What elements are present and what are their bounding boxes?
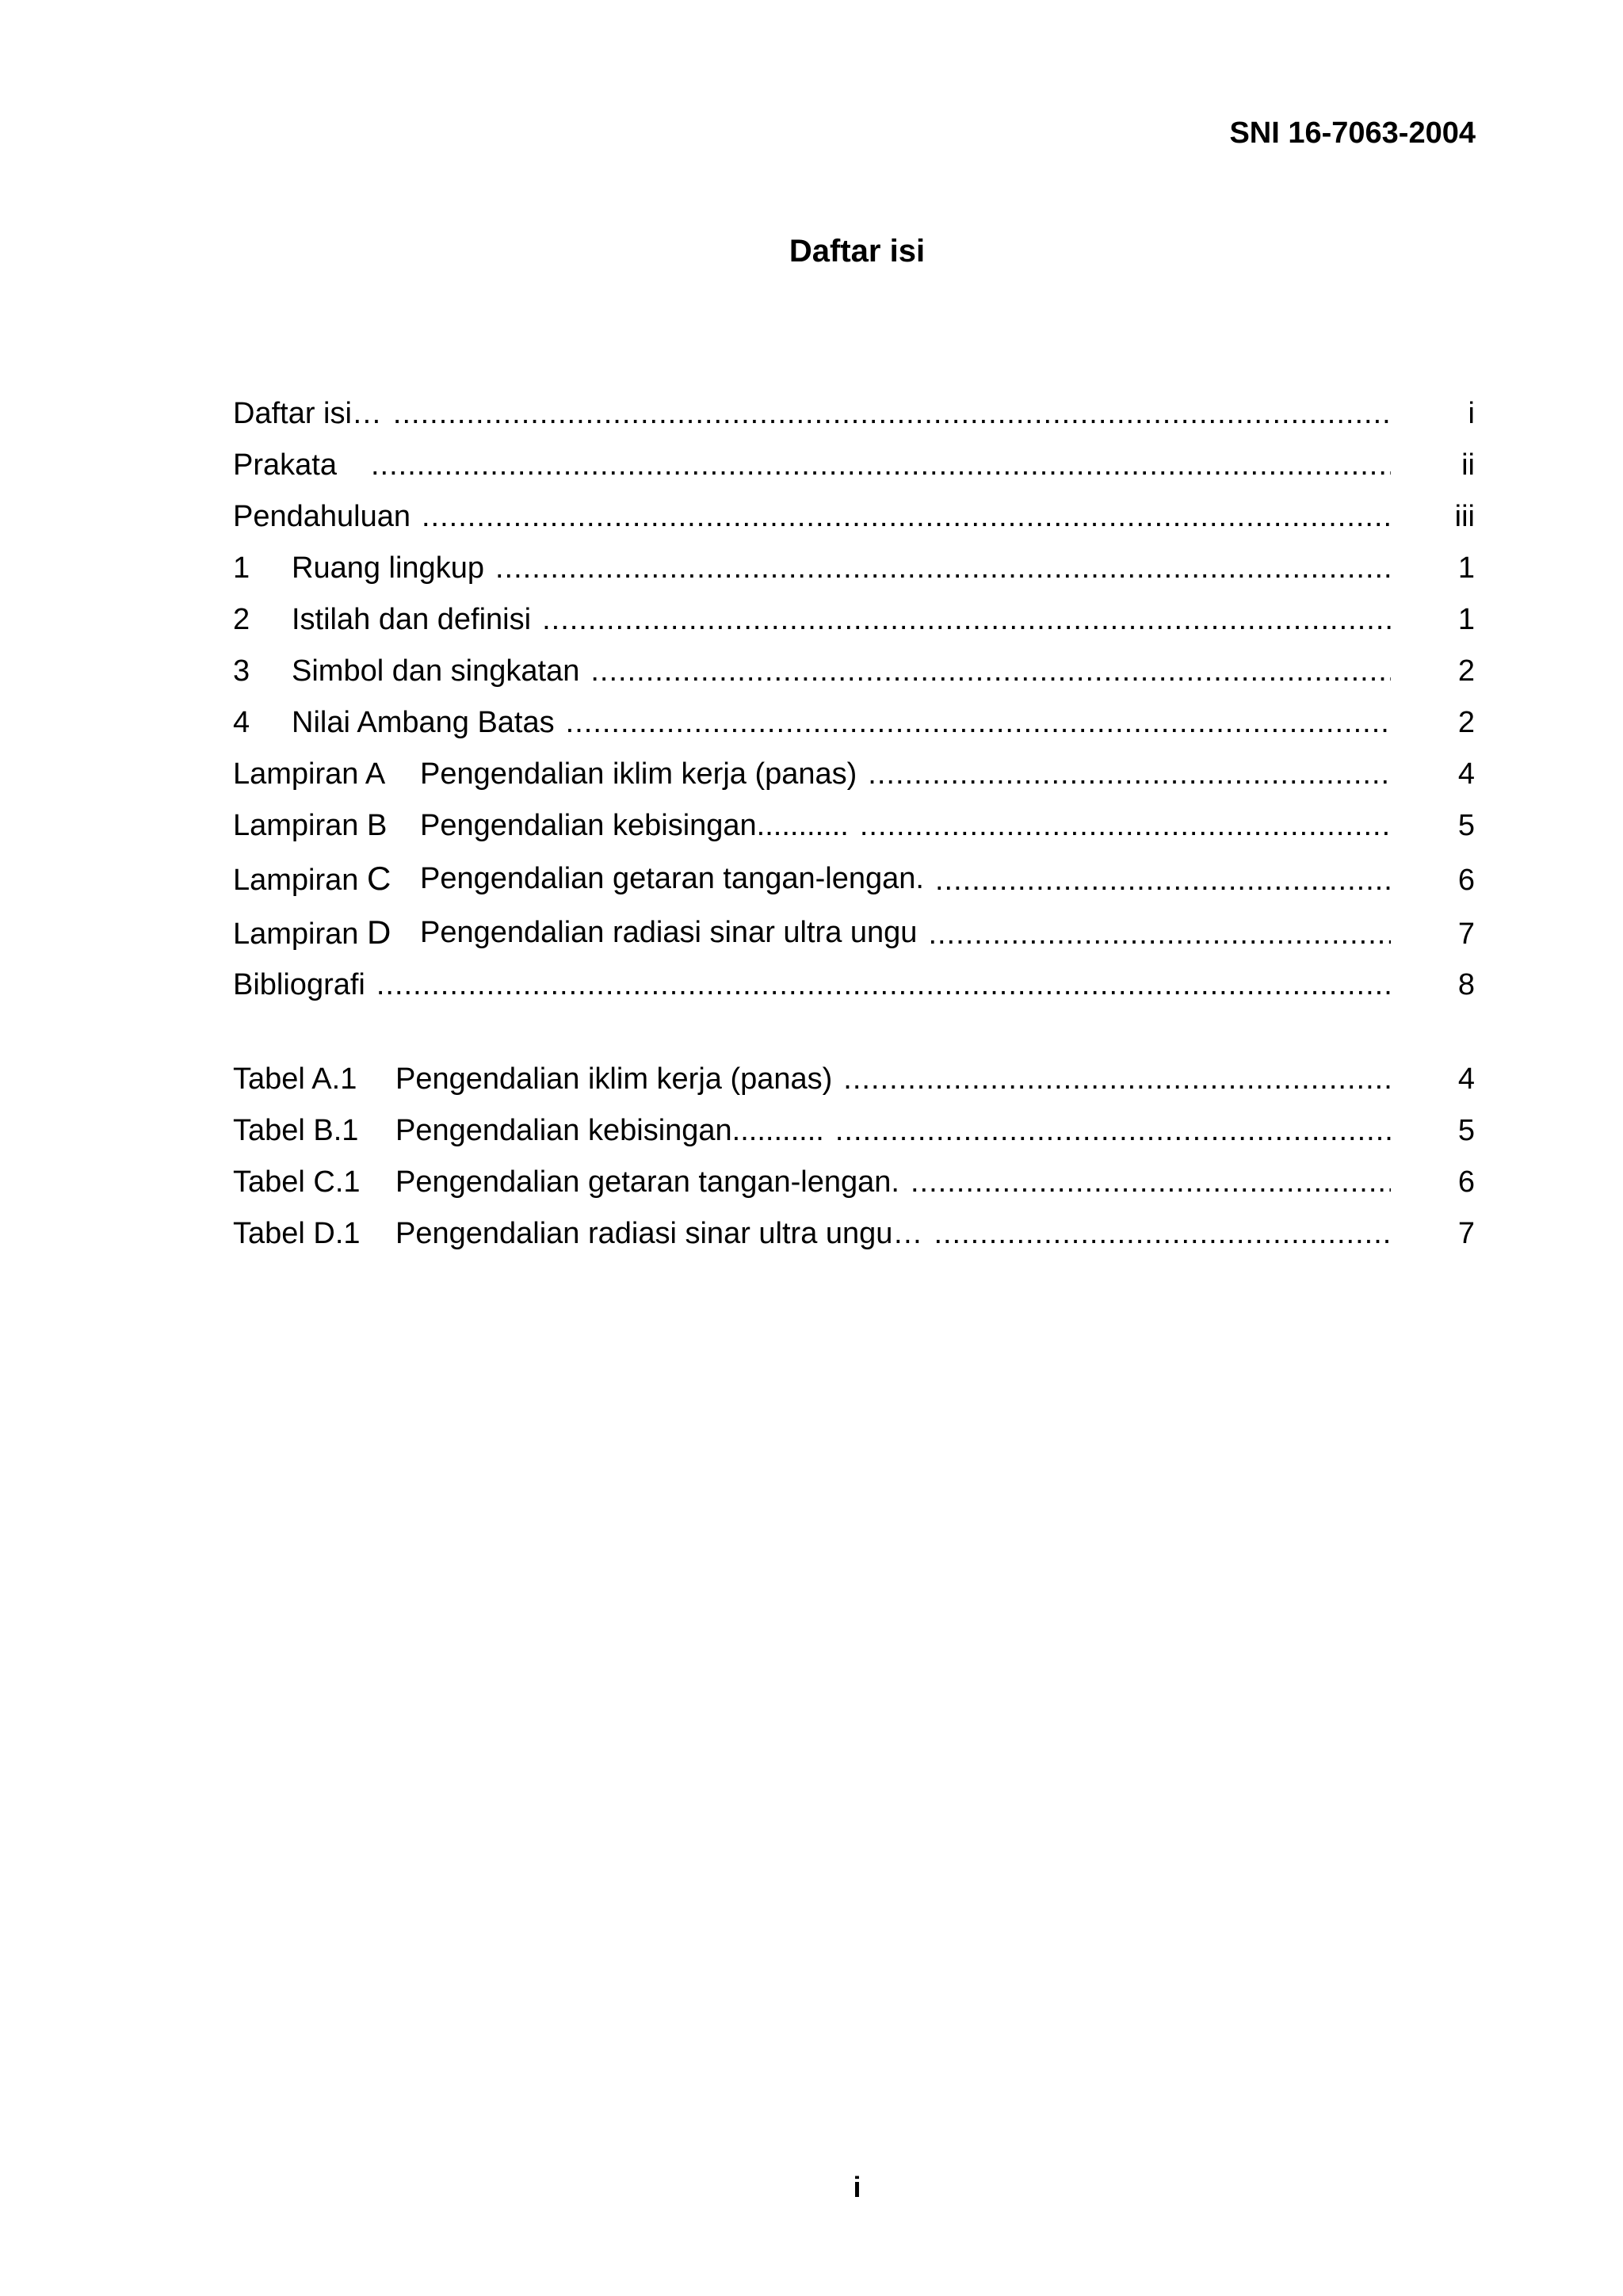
toc-entry xyxy=(233,646,579,697)
toc-row[interactable] xyxy=(233,800,1475,852)
appendix-word: Lampiran xyxy=(233,864,359,897)
toc-label: Pengendalian kebisingan........... xyxy=(420,809,849,842)
dot-leader xyxy=(868,749,1391,800)
toc-label: Simbol dan singkatan xyxy=(292,654,580,688)
toc-page-number: 4 xyxy=(1457,1062,1475,1096)
table-prefix: Tabel B.1 xyxy=(233,1114,359,1147)
toc-entry xyxy=(233,1208,922,1260)
toc-label: Bibliografi xyxy=(233,968,365,1001)
toc-row[interactable] xyxy=(233,1208,1475,1260)
toc-label: Istilah dan definisi xyxy=(292,603,532,636)
dot-leader xyxy=(393,388,1391,440)
toc-label: Pengendalian radiasi sinar ultra ungu… xyxy=(395,1217,923,1250)
dot-leader xyxy=(542,594,1391,646)
toc-row[interactable] xyxy=(233,1105,1475,1157)
dot-leader xyxy=(835,1105,1391,1157)
page-number: i xyxy=(853,2171,861,2203)
toc-page-number: 7 xyxy=(1457,917,1475,951)
toc-page-number: 6 xyxy=(1457,864,1475,897)
toc-label: Pengendalian getaran tangan-lengan. xyxy=(420,862,924,895)
toc-label: Pengendalian iklim kerja (panas) xyxy=(395,1062,833,1096)
toc-label: Ruang lingkup xyxy=(292,551,484,585)
toc-page-number: i xyxy=(1468,397,1475,430)
section-number: 2 xyxy=(233,603,250,636)
toc-entry xyxy=(233,1105,824,1157)
dot-leader xyxy=(566,697,1391,749)
toc-label: Pengendalian kebisingan........... xyxy=(395,1114,824,1147)
toc-row[interactable] xyxy=(233,440,1475,491)
toc-label: Pendahuluan xyxy=(233,500,411,533)
dot-leader xyxy=(860,800,1391,852)
dot-leader xyxy=(371,440,1391,491)
dot-leader xyxy=(934,1208,1391,1260)
dot-leader xyxy=(911,1157,1391,1208)
toc-row[interactable] xyxy=(233,749,1475,800)
toc-label: Prakata xyxy=(233,448,337,482)
table-prefix: Tabel C.1 xyxy=(233,1165,361,1199)
toc-page-number: 5 xyxy=(1457,809,1475,842)
toc-label: Pengendalian iklim kerja (panas) xyxy=(420,757,857,791)
toc-page-number: 2 xyxy=(1457,706,1475,739)
toc-entry xyxy=(233,1157,899,1208)
toc-row[interactable] xyxy=(233,697,1475,749)
dot-leader xyxy=(935,853,1391,907)
document-code: SNI 16-7063-2004 xyxy=(1229,116,1476,150)
toc-row[interactable] xyxy=(233,852,1475,906)
section-number: 3 xyxy=(233,654,250,688)
dot-leader xyxy=(590,646,1391,697)
section-number: 1 xyxy=(233,551,250,585)
dot-leader xyxy=(422,491,1391,543)
toc-row[interactable] xyxy=(233,959,1475,1011)
appendix-letter: D xyxy=(366,913,391,951)
toc-label: Pengendalian radiasi sinar ultra ungu xyxy=(420,916,918,949)
dot-leader xyxy=(843,1054,1391,1105)
toc-label: Pengendalian getaran tangan-lengan. xyxy=(395,1165,899,1199)
page-title: Daftar isi xyxy=(789,234,926,269)
dot-leader xyxy=(376,959,1391,1011)
toc-row[interactable] xyxy=(233,388,1475,440)
appendix-word: Lampiran xyxy=(233,917,359,951)
toc-row[interactable] xyxy=(233,646,1475,697)
toc-entry xyxy=(233,749,857,800)
toc-page-number: iii xyxy=(1454,500,1475,533)
toc-main xyxy=(233,388,1475,1011)
toc-label: Daftar isi… xyxy=(233,397,382,430)
toc-row[interactable] xyxy=(233,594,1475,646)
toc-entry xyxy=(233,906,917,961)
appendix-prefix: Lampiran A xyxy=(233,757,386,791)
table-prefix: Tabel A.1 xyxy=(233,1062,357,1096)
toc-row[interactable] xyxy=(233,1157,1475,1208)
appendix-prefix xyxy=(233,906,420,961)
toc-entry xyxy=(233,800,849,852)
appendix-prefix xyxy=(233,852,420,907)
toc-tables xyxy=(233,1054,1475,1260)
toc-page-number: 1 xyxy=(1457,551,1475,585)
dot-leader xyxy=(928,907,1391,961)
toc-entry xyxy=(233,1054,832,1105)
toc-page-number: 4 xyxy=(1457,757,1475,791)
appendix-letter: C xyxy=(366,860,391,897)
toc-entry xyxy=(233,697,555,749)
toc-page-number: 5 xyxy=(1457,1114,1475,1147)
toc-page-number: ii xyxy=(1461,448,1475,482)
dot-leader xyxy=(495,543,1391,594)
toc-page-number: 1 xyxy=(1457,603,1475,636)
toc-label: Nilai Ambang Batas xyxy=(292,706,555,739)
toc-entry xyxy=(233,543,484,594)
toc-entry xyxy=(233,594,531,646)
appendix-prefix: Lampiran B xyxy=(233,809,388,842)
toc-page-number: 8 xyxy=(1457,968,1475,1001)
toc-entry xyxy=(233,852,924,907)
section-number: 4 xyxy=(233,706,250,739)
toc-row[interactable] xyxy=(233,491,1475,543)
table-prefix: Tabel D.1 xyxy=(233,1217,361,1250)
toc-page-number: 6 xyxy=(1457,1165,1475,1199)
toc-row[interactable] xyxy=(233,1054,1475,1105)
toc-row[interactable] xyxy=(233,543,1475,594)
toc-page-number: 7 xyxy=(1457,1217,1475,1250)
toc-row[interactable] xyxy=(233,906,1475,959)
toc-page-number: 2 xyxy=(1457,654,1475,688)
